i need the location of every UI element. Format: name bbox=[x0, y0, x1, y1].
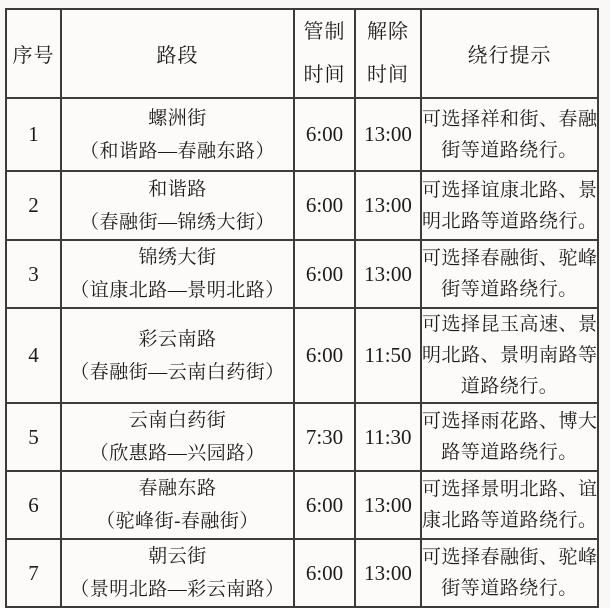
detour-line: 可选择雨花路、博大 bbox=[422, 411, 598, 432]
detour-line: 可选择春融街、驼峰 bbox=[422, 547, 598, 568]
table-row bbox=[6, 240, 598, 308]
detour-cell bbox=[421, 98, 598, 171]
detour-line: 康北路等道路绕行。 bbox=[422, 510, 598, 531]
header-index: 序号 bbox=[6, 9, 61, 98]
detour-cell bbox=[421, 471, 598, 539]
index-cell: 7 bbox=[6, 539, 61, 607]
road-range: （景明北路—彩云南路） bbox=[70, 579, 285, 600]
control-time-cell: 6:00 bbox=[294, 171, 355, 240]
header-road: 路段 bbox=[61, 9, 294, 98]
header-control-time-line1: 管制 bbox=[303, 20, 346, 43]
detour-cell bbox=[421, 539, 598, 607]
lift-time-cell: 13:00 bbox=[355, 539, 421, 607]
detour-cell bbox=[421, 403, 598, 471]
road-range: （春融街—云南白药街） bbox=[70, 361, 285, 383]
road-cell bbox=[61, 240, 294, 308]
control-time-cell: 6:00 bbox=[294, 539, 355, 607]
road-name: 云南白药街 bbox=[128, 410, 227, 431]
control-time-cell: 6:00 bbox=[294, 308, 355, 403]
header-control-time bbox=[294, 9, 355, 98]
index-cell: 5 bbox=[6, 403, 61, 471]
header-lift-time-line2: 时间 bbox=[367, 63, 409, 86]
control-time-cell: 7:30 bbox=[294, 403, 355, 471]
road-cell bbox=[61, 403, 294, 471]
header-lift-time bbox=[355, 9, 421, 98]
header-control-time-line2: 时间 bbox=[303, 63, 346, 86]
traffic-control-table bbox=[5, 8, 599, 608]
control-time-cell: 6:00 bbox=[294, 471, 355, 539]
detour-line: 可选择昆玉高速、景 bbox=[422, 314, 598, 335]
detour-line: 街等道路绕行。 bbox=[441, 139, 578, 161]
control-time-cell: 6:00 bbox=[294, 240, 355, 308]
road-name: 彩云南路 bbox=[138, 328, 217, 350]
detour-line: 街等道路绕行。 bbox=[441, 578, 578, 599]
detour-cell bbox=[421, 308, 598, 403]
road-range: （欣惠路—兴园路） bbox=[89, 443, 266, 464]
detour-cell bbox=[421, 240, 598, 308]
index-cell: 2 bbox=[6, 171, 61, 240]
road-range: （驼峰街-春融街） bbox=[96, 511, 259, 532]
table-row bbox=[6, 539, 598, 607]
road-cell bbox=[61, 308, 294, 403]
road-cell bbox=[61, 539, 294, 607]
control-time-cell: 6:00 bbox=[294, 98, 355, 171]
road-name: 螺洲街 bbox=[148, 107, 207, 129]
road-name: 朝云街 bbox=[148, 546, 207, 567]
index-cell: 3 bbox=[6, 240, 61, 308]
table-row bbox=[6, 98, 598, 171]
lift-time-cell: 13:00 bbox=[355, 171, 421, 240]
road-name: 和谐路 bbox=[148, 178, 207, 200]
header-lift-time-line1: 解除 bbox=[367, 20, 409, 43]
header-detour: 绕行提示 bbox=[421, 9, 598, 98]
lift-time-cell: 13:00 bbox=[355, 471, 421, 539]
detour-line: 可选择祥和街、春融 bbox=[422, 108, 598, 130]
road-range: （春融街—锦绣大街） bbox=[79, 211, 275, 233]
detour-line: 明北路、景明南路等 bbox=[422, 345, 598, 366]
detour-line: 可选择春融街、驼峰 bbox=[422, 248, 598, 269]
header-row bbox=[6, 9, 598, 98]
road-range: （谊康北路—景明北路） bbox=[70, 280, 285, 301]
lift-time-cell: 11:30 bbox=[355, 403, 421, 471]
index-cell: 4 bbox=[6, 308, 61, 403]
road-cell bbox=[61, 471, 294, 539]
table-row bbox=[6, 471, 598, 539]
detour-line: 明北路等道路绕行。 bbox=[422, 210, 598, 232]
road-name: 春融东路 bbox=[138, 478, 217, 499]
lift-time-cell: 11:50 bbox=[355, 308, 421, 403]
detour-line: 可选择景明北路、谊 bbox=[422, 479, 598, 500]
table-row bbox=[6, 171, 598, 240]
lift-time-cell: 13:00 bbox=[355, 98, 421, 171]
road-cell bbox=[61, 98, 294, 171]
lift-time-cell: 13:00 bbox=[355, 240, 421, 308]
road-name: 锦绣大街 bbox=[138, 247, 217, 268]
index-cell: 6 bbox=[6, 471, 61, 539]
detour-line: 可选择谊康北路、景 bbox=[422, 179, 598, 201]
road-cell bbox=[61, 171, 294, 240]
table-row bbox=[6, 308, 598, 403]
road-range: （和谐路—春融东路） bbox=[79, 140, 275, 162]
table-row bbox=[6, 403, 598, 471]
detour-line: 道路绕行。 bbox=[460, 376, 559, 397]
detour-line: 街等道路绕行。 bbox=[441, 279, 578, 300]
detour-cell bbox=[421, 171, 598, 240]
detour-line: 路等道路绕行。 bbox=[441, 442, 578, 463]
index-cell: 1 bbox=[6, 98, 61, 171]
